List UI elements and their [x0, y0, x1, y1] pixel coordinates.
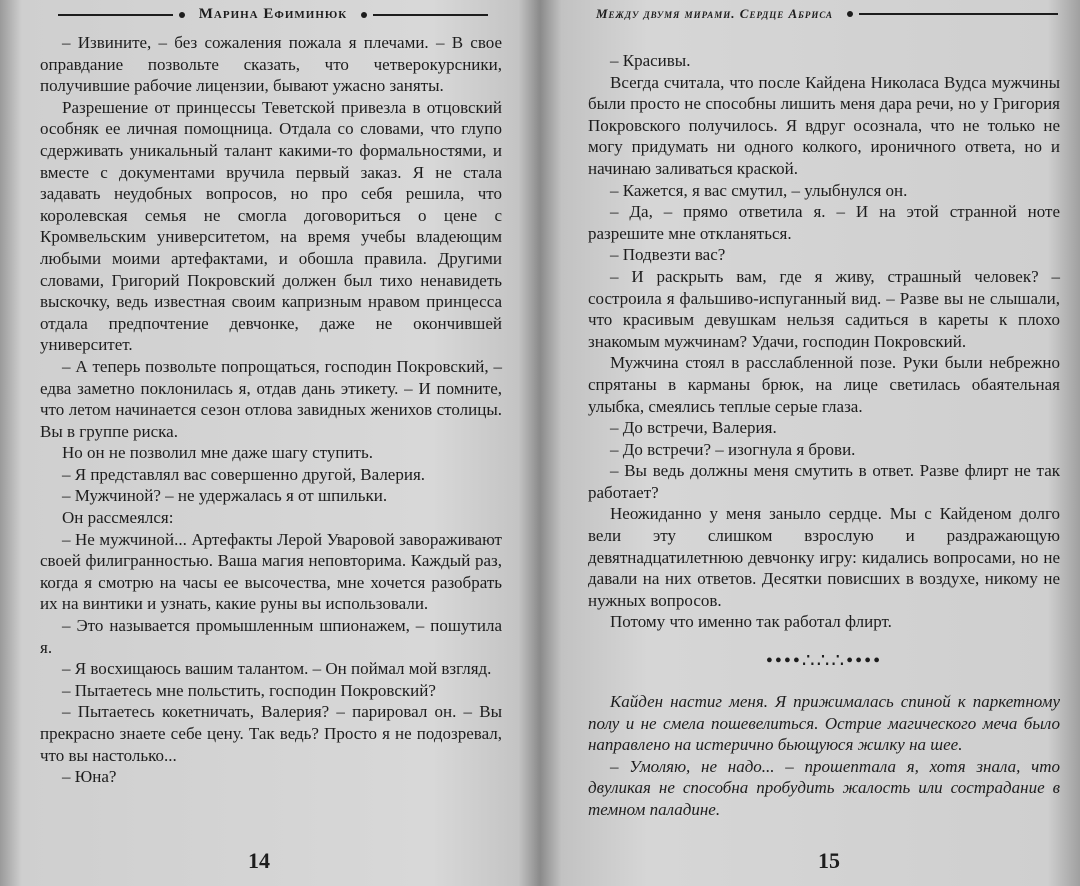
- paragraph: – Я представлял вас совершенно другой, Валерия.: [62, 464, 426, 484]
- paragraph: – Это называется промышленным шпионажем, – пошутила я.: [40, 616, 502, 657]
- paragraph: – Я восхищаюсь вашим талантом. – Он поймал мой взгляд.: [62, 659, 492, 679]
- paragraph: – Подвезти вас?: [610, 245, 726, 265]
- paragraph: Разрешение от принцессы Теветской привезла в отцовский особняк ее личная помощница. Отдала со словами, что глупо сдерживать уникальный талант какими-то формальностями, и вместе с документами вручила первый заказ. Я не стала задавать неудобных вопросов, но про себя решила, что королевская семья не смогла договориться о цене с Кромвельским университетом, на время учебы владеющим любыми моими артефактами, и обошла правила. Другими словами, Григорий Покровский должен был тихо ненавидеть выскочку, ведь известная своим капризным нравом принцесса отдала предпочтение девчонке, даже не окончившей университет.: [40, 97, 502, 355]
- italic-paragraph: – Умоляю, не надо... – прошептала я, хотя знала, что двуликая не способна пробудить жалость или сострадание в темном паладине.: [588, 756, 1060, 819]
- section-ornament: ••••∴∴∴••••: [765, 650, 883, 673]
- paragraph: Потому что именно так работал флирт.: [610, 612, 892, 632]
- paragraph: – Не мужчиной... Артефакты Лерой Уваровой завораживают своей филигранностью. Ваша магия неповторима. Каждый раз, когда я смотрю на часы ее высочества, мне хочется разобрать их на винтики и узнать, какие руны вы использовали.: [40, 529, 502, 614]
- left-page: [0, 0, 530, 886]
- paragraph: Всегда считала, что после Кайдена Николаса Вудса мужчины были просто не способны лишить меня дара речи, но у Григория Покровского получилось. Я вдруг осознала, что не только не могу придумать ни одного колкого, ироничного ответа, но и начинаю заливаться краской.: [588, 72, 1060, 178]
- paragraph: – Пытаетесь мне польстить, господин Покровский?: [62, 680, 436, 700]
- paragraph: – Вы ведь должны меня смутить в ответ. Разве флирт не так работает?: [588, 461, 1060, 502]
- page-number: 15: [818, 848, 840, 873]
- right-page-text: [588, 50, 1060, 821]
- paragraph: Мужчина стоял в расслабленной позе. Руки были небрежно спрятаны в карманы брюк, на лице светилась обаятельная улыбка, смеялись теплые серые глаза.: [588, 353, 1060, 416]
- paragraph: – Мужчиной? – не удержалась я от шпильки.: [62, 486, 388, 506]
- header-rule: [58, 14, 173, 16]
- paragraph: – Извините, – без сожаления пожала я плечами. – В свое оправдание позвольте сказать, что четверокурсники, получившие рабочие лицензии, бывают ужасно заняты.: [40, 33, 502, 96]
- header-dot: [847, 11, 853, 17]
- book-title: Между двумя мирами. Сердце Абриса: [596, 6, 834, 21]
- author-name: Марина Ефиминюк: [198, 6, 348, 22]
- right-page-header: [588, 6, 1058, 22]
- paragraph: – И раскрыть вам, где я живу, страшный человек? – состроила я фальшиво-испуганный вид. – Разве вы не слышали, что красивым девушкам нельзя садиться в кареты к плохо знакомым мужчинам? Удачи, господин Покровский.: [588, 266, 1060, 351]
- header-rule: [373, 14, 488, 16]
- paragraph: – А теперь позвольте попрощаться, господин Покровский, – едва заметно поклонилась я, отдав дань этикету. – И помните, что летом начинается сезон отлова завидных женихов столицы. Вы в группе риска.: [40, 356, 502, 441]
- paragraph: Неожиданно у меня заныло сердце. Мы с Кайденом долго вели эту слишком взрослую и раздражающую девятнадцатилетнюю девчонку игру: кидались вопросами, но не давали на них ответов. Десятки повисших в воздухе, никому не нужных вопросов.: [588, 504, 1060, 610]
- paragraph: Но он не позволил мне даже шагу ступить.: [62, 443, 373, 463]
- right-page: [548, 0, 1080, 886]
- paragraph: – Да, – прямо ответила я. – И на этой странной ноте разрешите мне откланяться.: [588, 202, 1060, 243]
- paragraph: – Пытаетесь кокетничать, Валерия? – парировал он. – Вы прекрасно знаете себе цену. Так ведь? Просто я не подозревал, что вы настолько...: [40, 702, 502, 765]
- paragraph: Он рассмеялся:: [62, 508, 174, 528]
- header-dot: [179, 12, 185, 18]
- paragraph: – До встречи, Валерия.: [610, 418, 777, 438]
- header-dot: [361, 12, 367, 18]
- paragraph: – Кажется, я вас смутил, – улыбнулся он.: [610, 180, 908, 200]
- paragraph: – До встречи? – изогнула я брови.: [610, 439, 856, 459]
- paragraph: – Красивы.: [610, 51, 691, 70]
- italic-paragraph: Кайден настиг меня. Я прижималась спиной к паркетному полу и не смела пошевелиться. Острие магического меча было направлено на истерично бьющуюся жилку на шее.: [588, 692, 1060, 755]
- page-number: 14: [248, 848, 270, 873]
- left-page-header: [58, 6, 488, 23]
- header-rule: [859, 13, 1058, 15]
- left-page-text: [40, 32, 502, 788]
- paragraph: – Юна?: [62, 767, 117, 787]
